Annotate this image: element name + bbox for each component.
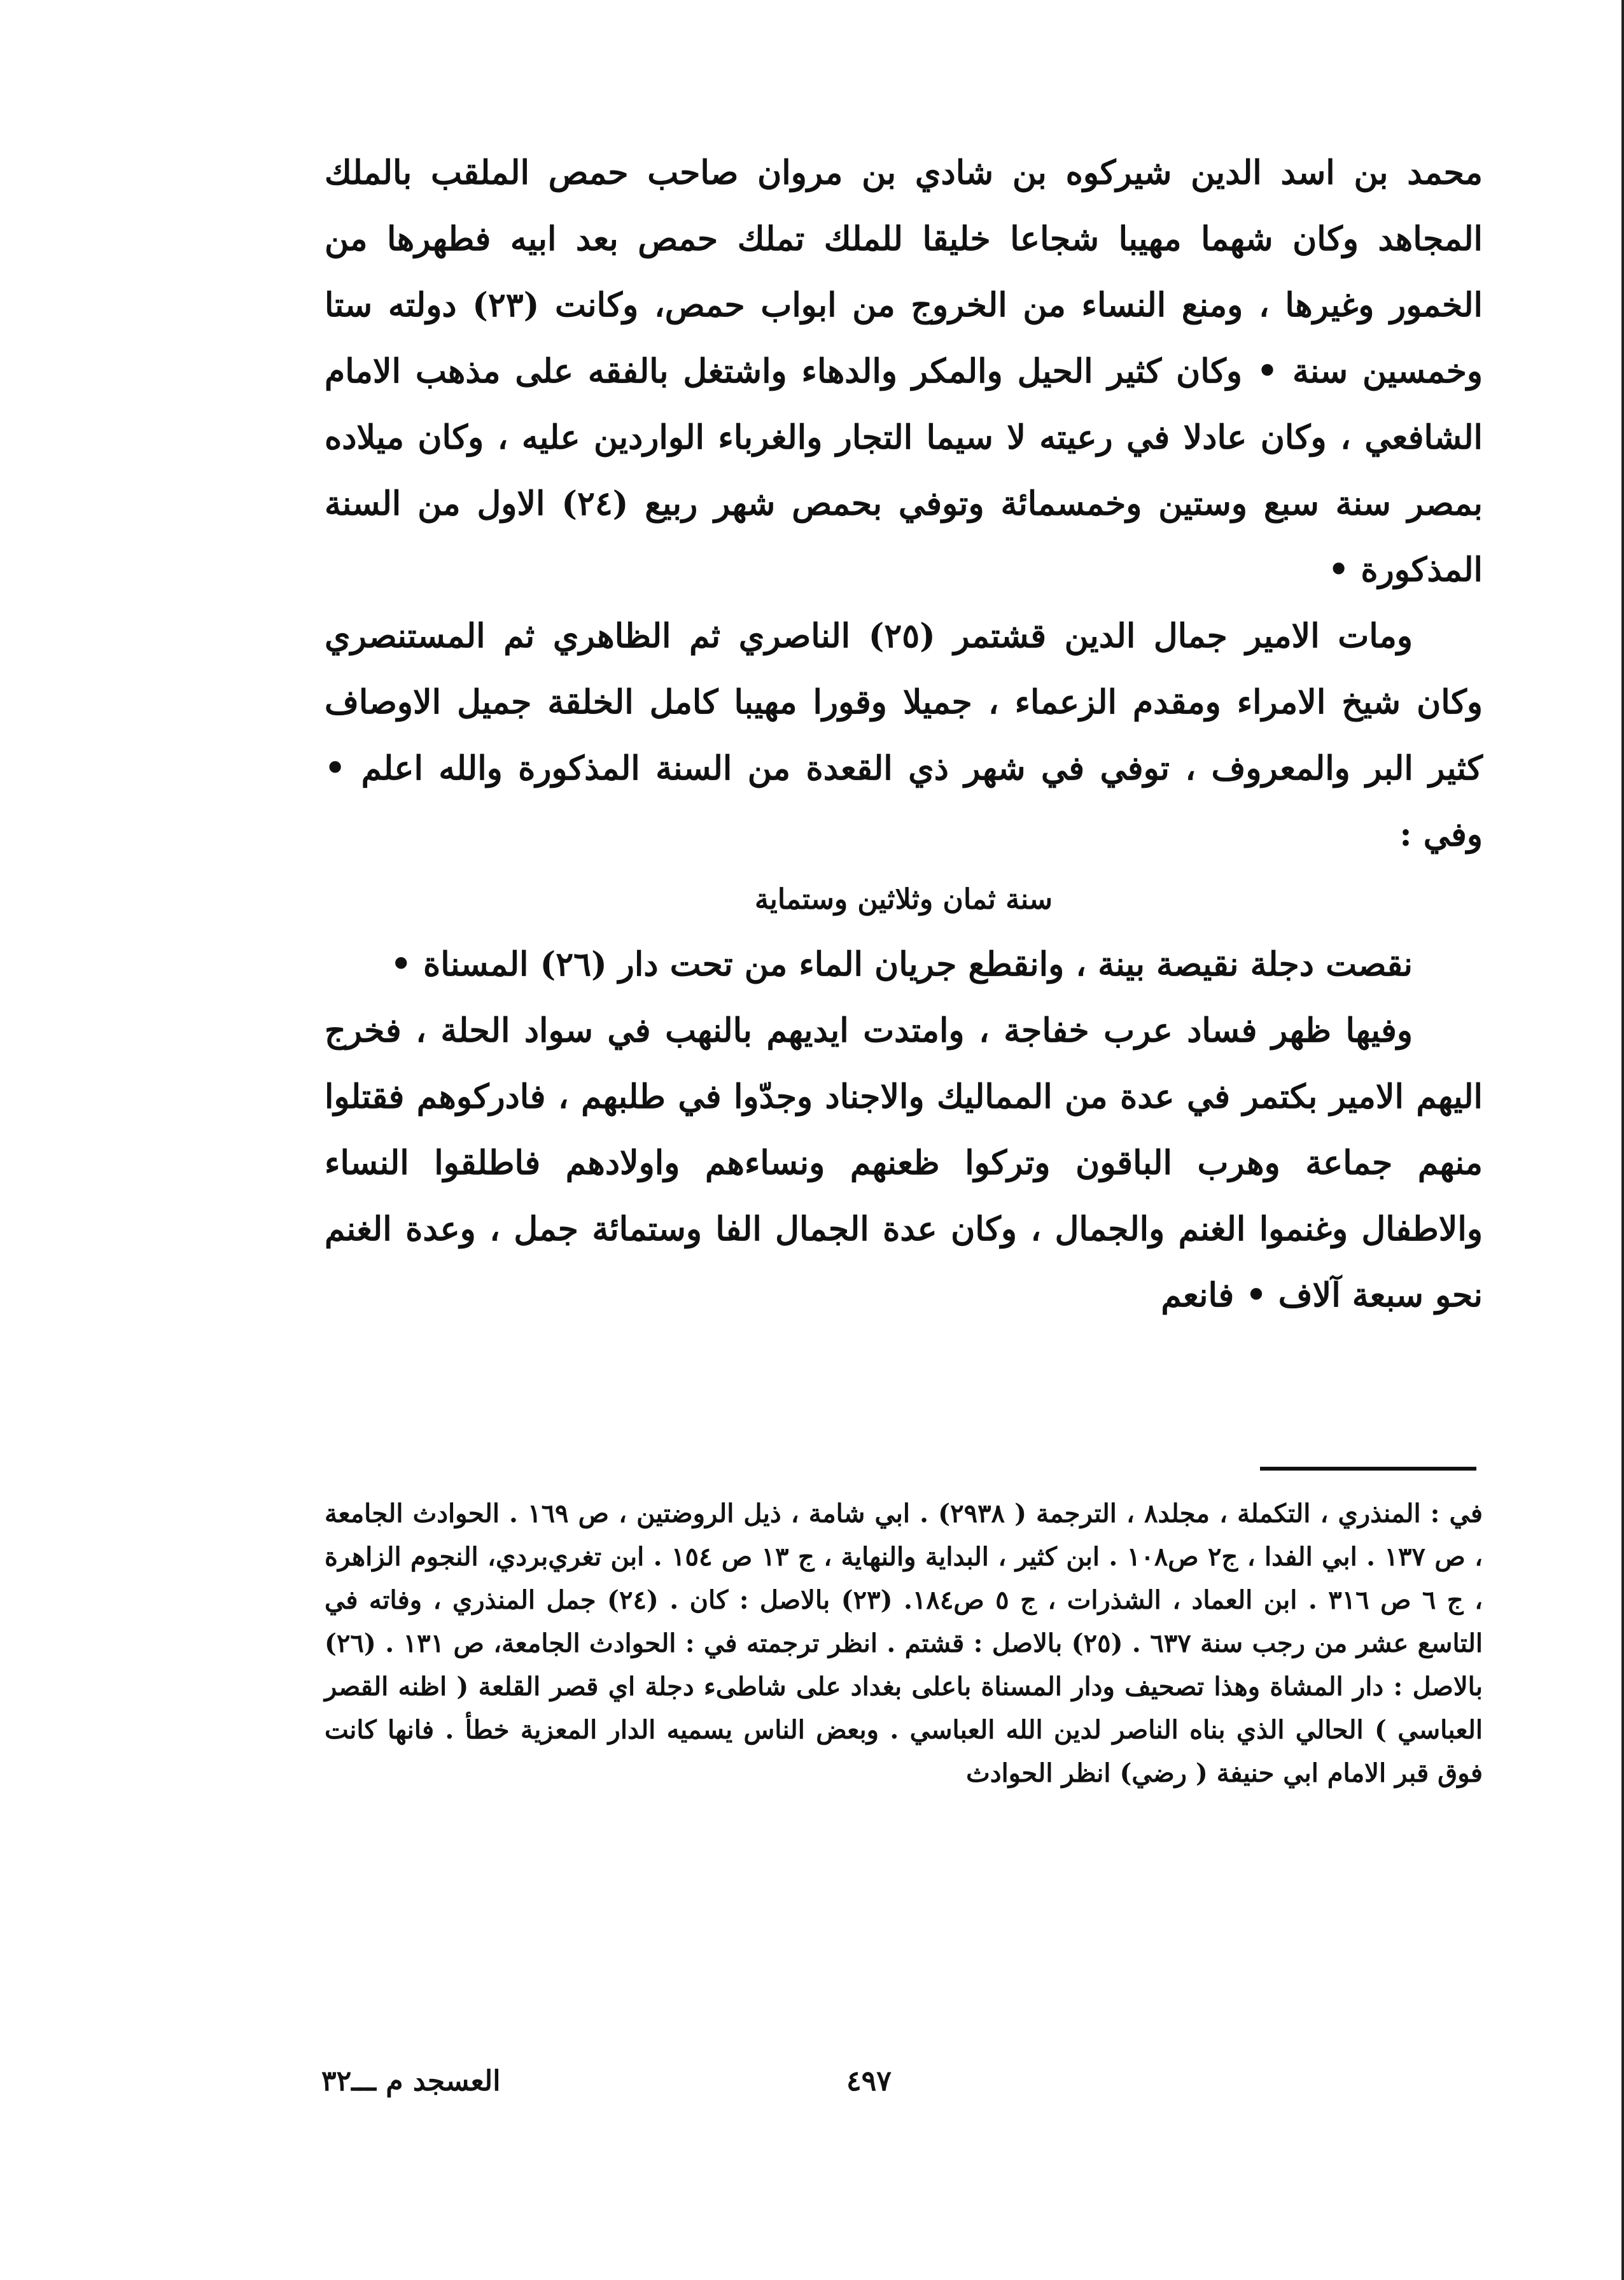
paragraph-1: محمد بن اسد الدين شيركوه بن شادي بن مروان صاحب حمص الملقب بالملك المجاهد وكان شهما مهيبا شجاعا خليقا للملك تملك حمص بعد ابيه فطهرها من الخمور وغيرها ، ومنع النساء من الخروج من ابواب حمص، وكانت (٢٣) دولته ستا وخمسين سنة • وكان كثير الحيل والمكر والدهاء واشتغل بالفقه على مذهب الامام الشافعي ، وكان عادلا في رعيته لا سيما التجار والغرباء الواردين عليه ، وكان ميلاده بمصر سنة سبع وستين وخمسمائة وتوفي بحمص شهر ربيع (٢٤) الاول من السنة المذكورة •: [325, 153, 1483, 589]
year-heading: سنة ثمان وثلاثين وستماية: [755, 883, 1053, 916]
main-text: [325, 140, 1483, 1329]
footnote-separator: [1260, 1467, 1476, 1471]
paragraph-4: وفيها ظهر فساد عرب خفاجة ، وامتدت ايديهم بالنهب في سواد الحلة ، فخرج اليهم الامير بكتمر في عدة من المماليك والاجناد وجدّوا في طلبهم ، فادركوهم فقتلوا منهم جماعة وهرب الباقون وتركوا ظعنهم ونساءهم واولادهم فاطلقوا النساء والاطفال وغنموا الغنم والجمال ، وكان عدة الجمال الفا وستمائة جمل ، وعدة الغنم نحو سبعة آلاف • فانعم: [325, 1011, 1483, 1315]
paragraph-3: نقصت دجلة نقيصة بينة ، وانقطع جريان الماء من تحت دار (٢٦) المسناة •: [390, 945, 1413, 984]
signature-mark: العسجد م ـــ٣٢: [321, 2065, 501, 2097]
paragraph-2: ومات الامير جمال الدين قشتمر (٢٥) الناصري ثم الظاهري ثم المستنصري وكان شيخ الامراء ومقدم الزعماء ، جميلا وقورا مهيبا كامل الخلقة جميل الاوصاف كثير البر والمعروف ، توفي في شهر ذي القعدة من السنة المذكورة والله اعلم • وفي :: [325, 617, 1483, 854]
page-number: ٤٩٧: [846, 2065, 892, 2097]
scan-edge-border: [1621, 0, 1624, 2280]
footnotes: في : المنذري ، التكملة ، مجلد٨ ، الترجمة ( ٢٩٣٨) . ابي شامة ، ذيل الروضتين ، ص ١٦٩ . الحوادث الجامعة ، ص ١٣٧ . ابي الفدا ، ج٢ ص١٠٨ . ابن كثير ، البداية والنهاية ، ج ١٣ ص ١٥٤ . ابن تغري‌بردي، النجوم الزاهرة ، ج ٦ ص ٣١٦ . ابن العماد ، الشذرات ، ج ٥ ص١٨٤. (٢٣) بالاصل : كان . (٢٤) جمل المنذري ، وفاته في التاسع عشر من رجب سنة ٦٣٧ . (٢٥) بالاصل : قشتم . انظر ترجمته في : الحوادث الجامعة، ص ١٣١ . (٢٦) بالاصل : دار المشاة وهذا تصحيف ودار المسناة باعلى بغداد على شاطىء دجلة اي قصر القلعة ( اظنه القصر العباسي ) الحالي الذي بناه الناصر لدين الله العباسي . وبعض الناس يسميه الدار المعزية خطأ . فانها كانت فوق قبر الامام ابي حنيفة ( رضي) انظر الحوادث: [325, 1499, 1483, 1788]
